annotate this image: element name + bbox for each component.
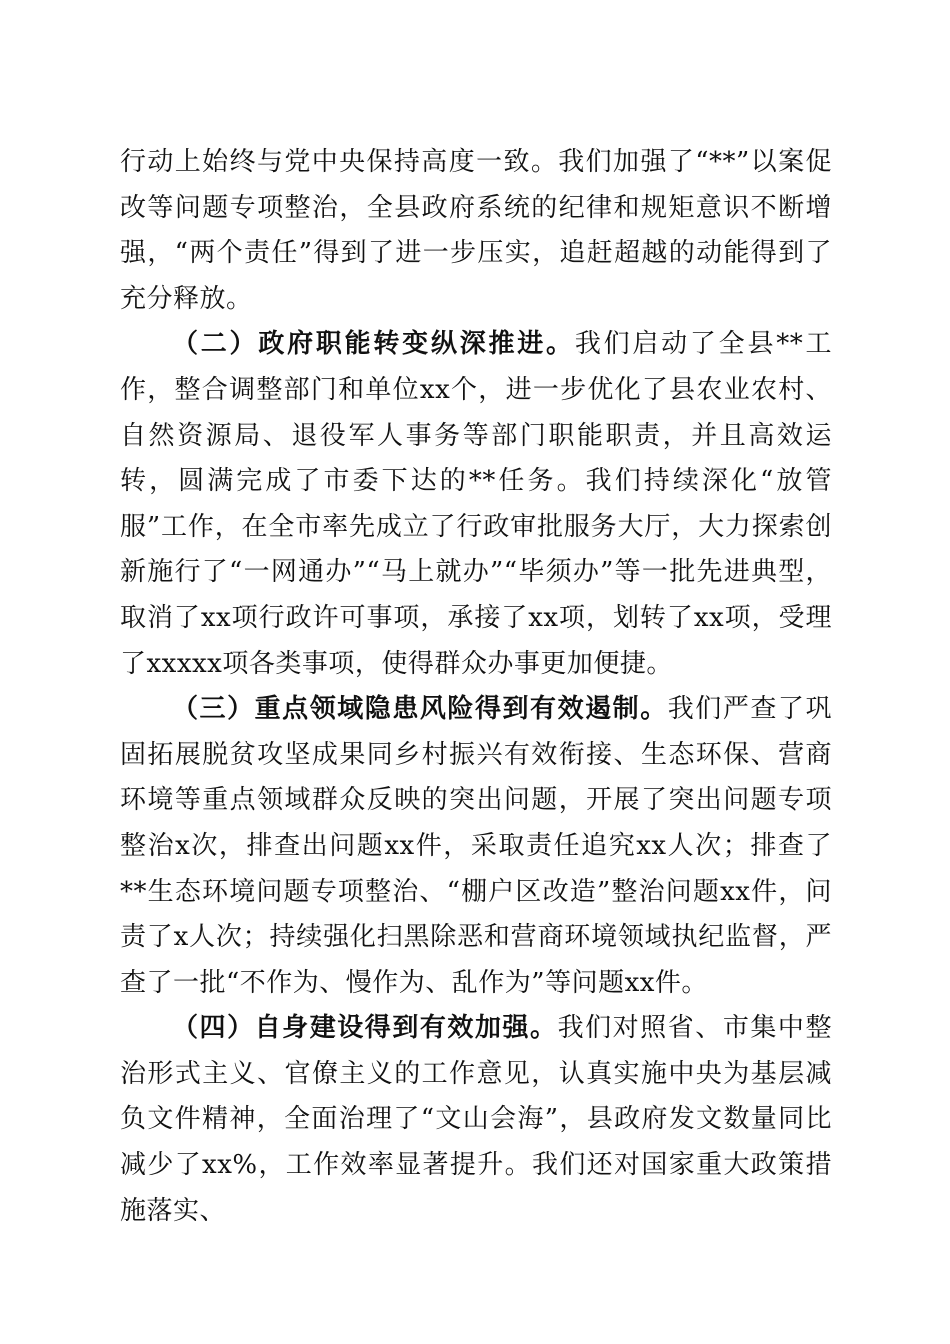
paragraph-body: 我们启动了全县**工作，整合调整部门和单位xx个，进一步优化了县农业农村、自然资源局、退役军人事务等部门职能职责，并且高效运转，圆满完成了市委下达的**任务。我们持续深化“放管服”工作，在全市率先成立了行政审批服务大厅，大力探索创新施行了“一网通办”“马上就办”“毕须办”等一批先进典型，取消了xx项行政许可事项，承接了xx项，划转了xx项，受理了xxxxx项各类事项，使得群众办事更加便捷。: [120, 329, 832, 679]
paragraph-government-function: [120, 322, 832, 687]
paragraph-risk-control: [120, 687, 832, 1006]
paragraph-continuation: [120, 140, 832, 322]
section-heading: （三）重点领域隐患风险得到有效遏制。: [172, 694, 668, 725]
paragraph-body: 我们对照省、市集中整治形式主义、官僚主义的工作意见，认真实施中央为基层减负文件精神，全面治理了“文山会海”，县政府发文数量同比减少了xx%，工作效率显著提升。我们还对国家重大政策措施落实、: [120, 1013, 832, 1226]
paragraph-body: 行动上始终与党中央保持高度一致。我们加强了“**”以案促改等问题专项整治，全县政府系统的纪律和规矩意识不断增强，“两个责任”得到了进一步压实，追赶超越的动能得到了充分释放。: [120, 147, 832, 314]
section-heading: （二）政府职能转变纵深推进。: [172, 329, 575, 360]
section-heading: （四）自身建设得到有效加强。: [172, 1013, 558, 1044]
paragraph-body: 我们严查了巩固拓展脱贫攻坚成果同乡村振兴有效衔接、生态环保、营商环境等重点领域群众反映的突出问题，开展了突出问题专项整治x次，排查出问题xx件，采取责任追究xx人次；排查了**生态环境问题专项整治、“棚户区改造”整治问题xx件，问责了x人次；持续强化扫黑除恶和营商环境领域执纪监督，严查了一批“不作为、慢作为、乱作为”等问题xx件。: [120, 694, 832, 998]
paragraph-self-construction: [120, 1006, 832, 1234]
document-body: [120, 140, 832, 1234]
